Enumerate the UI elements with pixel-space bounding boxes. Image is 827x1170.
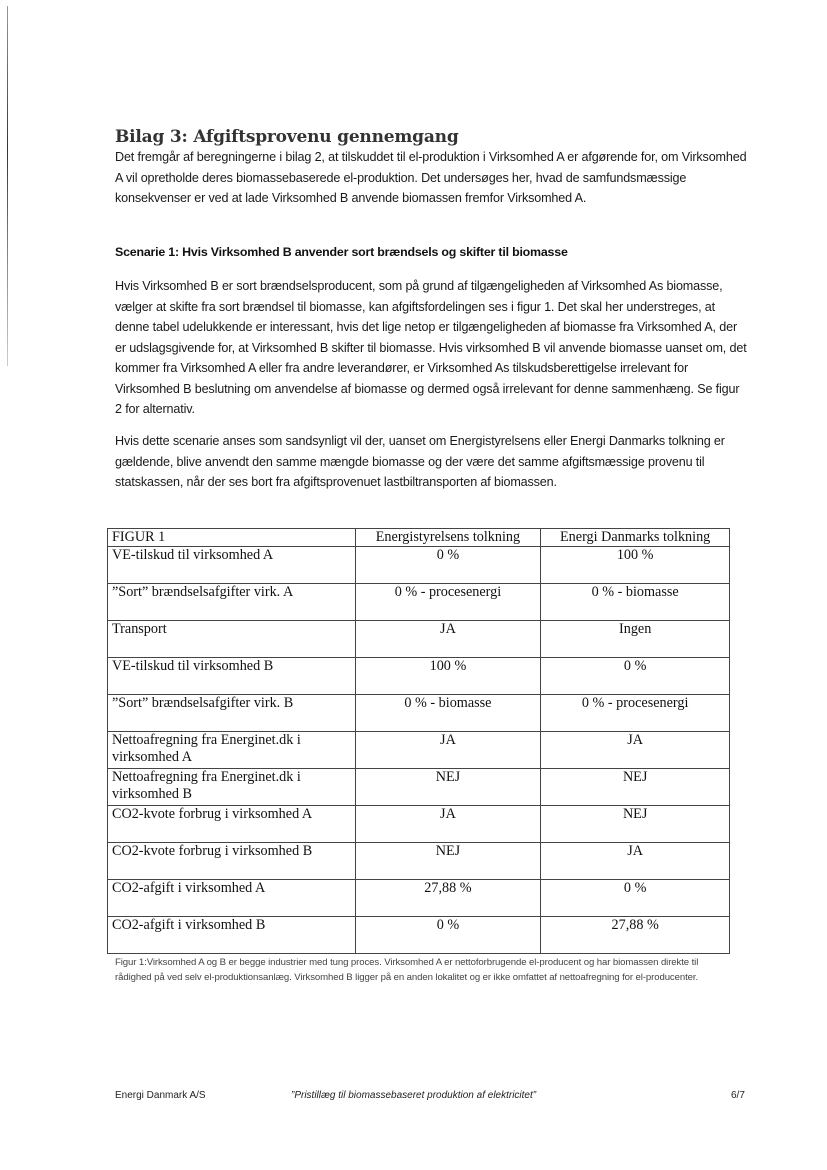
row-value-energi-danmark: 0 % - biomasse — [541, 584, 730, 621]
row-label: ”Sort” brændselsafgifter virk. A — [108, 584, 356, 621]
row-label: CO2-kvote forbrug i virksomhed B — [108, 843, 356, 880]
row-label: Nettoafregning fra Energinet.dk i virksomhed B — [108, 769, 356, 806]
row-value-energistyrelsen: 0 % — [355, 917, 541, 954]
row-value-energistyrelsen: JA — [355, 732, 541, 769]
row-value-energi-danmark: NEJ — [541, 769, 730, 806]
row-label: CO2-afgift i virksomhed A — [108, 880, 356, 917]
table-row — [108, 584, 730, 621]
row-value-energi-danmark: JA — [541, 732, 730, 769]
row-value-energi-danmark: 0 % — [541, 880, 730, 917]
row-value-energistyrelsen: 100 % — [355, 658, 541, 695]
intro-paragraph: Det fremgår af beregningerne i bilag 2, at tilskuddet til el-produktion i Virksomhed A er afgørende for, om Virksomhed A vil opretholde deres biomassebaserede el-produktion. Det undersøges her, hvad de samfundsmæssige konsekvenser er ved at lade Virksomhed B anvende biomassen fremfor Virksomhed A. — [115, 150, 747, 205]
row-value-energi-danmark: Ingen — [541, 621, 730, 658]
header-cell-label: FIGUR 1 — [108, 529, 356, 547]
table-row — [108, 843, 730, 880]
page-heading: Bilag 3: Afgiftsprovenu gennemgang — [115, 127, 459, 147]
row-value-energi-danmark: JA — [541, 843, 730, 880]
table-row — [108, 621, 730, 658]
row-value-energistyrelsen: NEJ — [355, 843, 541, 880]
table-row — [108, 658, 730, 695]
row-label: Nettoafregning fra Energinet.dk i virksomhed A — [108, 732, 356, 769]
scan-edge-line — [7, 6, 8, 366]
footer-company: Energi Danmark A/S — [115, 1090, 206, 1101]
row-value-energistyrelsen: 0 % - procesenergi — [355, 584, 541, 621]
table-header-row — [108, 529, 730, 547]
header-cell-energi-danmark: Energi Danmarks tolkning — [541, 529, 730, 547]
table-row — [108, 917, 730, 954]
row-value-energi-danmark: 0 % — [541, 658, 730, 695]
table-row — [108, 769, 730, 806]
footer-page-number: 6/7 — [731, 1090, 745, 1101]
table-row — [108, 732, 730, 769]
row-label: VE-tilskud til virksomhed A — [108, 547, 356, 584]
scenario-paragraph-1: Hvis Virksomhed B er sort brændselsproducent, som på grund af tilgængeligheden af Virksomhed As biomasse, vælger at skifte fra sort brændsel til biomasse, kan afgiftsfordelingen ses i figur 1. Det skal her understreges, at denne tabel udelukkende er interessant, hvis det lige netop er tilgængeligheden af biomasse fra Virksomhed A, der er udslagsgivende for, at Virksomhed B skifter til biomasse. Hvis virksomhed B vil anvende biomasse uanset om, det kommer fra Virksomhed A eller fra andre leverandører, er Virksomhed As tilskudsberettigelse irrelevant for Virksomhed B beslutning om anvendelse af biomasse og dermed også irrelevant for denne sammenhæng. Se figur 2 for alternativ. — [115, 279, 747, 416]
table-row — [108, 880, 730, 917]
row-value-energistyrelsen: 27,88 % — [355, 880, 541, 917]
row-value-energistyrelsen: 0 % - biomasse — [355, 695, 541, 732]
figure-caption: Figur 1:Virksomhed A og B er begge industrier med tung proces. Virksomhed A er nettoforbrugende el-producent og har biomassen direkte til rådighed på ved selv el-produktionsanlæg. Virksomhed B ligger på en anden lokalitet og er ikke omfattet af nettoafregning for el-producenter. — [115, 957, 699, 983]
row-value-energistyrelsen: JA — [355, 806, 541, 843]
row-label: CO2-afgift i virksomhed B — [108, 917, 356, 954]
row-label: Transport — [108, 621, 356, 658]
scenario-paragraph-2: Hvis dette scenarie anses som sandsynligt vil der, uanset om Energistyrelsens eller Energi Danmarks tolkning er gældende, blive anvendt den samme mængde biomasse og der være det samme afgiftsmæssige provenu til statskassen, når der ses bort fra afgiftsprovenuet lastbiltransporten af biomassen. — [115, 434, 725, 489]
row-value-energi-danmark: NEJ — [541, 806, 730, 843]
row-label: ”Sort” brændselsafgifter virk. B — [108, 695, 356, 732]
figure-1-table — [107, 528, 730, 954]
scenario-heading: Scenarie 1: Hvis Virksomhed B anvender sort brændsels og skifter til biomasse — [115, 245, 568, 259]
row-value-energistyrelsen: NEJ — [355, 769, 541, 806]
row-label: VE-tilskud til virksomhed B — [108, 658, 356, 695]
table-row — [108, 806, 730, 843]
row-value-energistyrelsen: 0 % — [355, 547, 541, 584]
row-value-energi-danmark: 27,88 % — [541, 917, 730, 954]
row-label: CO2-kvote forbrug i virksomhed A — [108, 806, 356, 843]
table-row — [108, 695, 730, 732]
row-value-energi-danmark: 0 % - procesenergi — [541, 695, 730, 732]
row-value-energistyrelsen: JA — [355, 621, 541, 658]
footer-document-title: ”Pristillæg til biomassebaseret produktion af elektricitet” — [291, 1090, 537, 1101]
header-cell-energistyrelsen: Energistyrelsens tolkning — [355, 529, 541, 547]
table-row — [108, 547, 730, 584]
row-value-energi-danmark: 100 % — [541, 547, 730, 584]
